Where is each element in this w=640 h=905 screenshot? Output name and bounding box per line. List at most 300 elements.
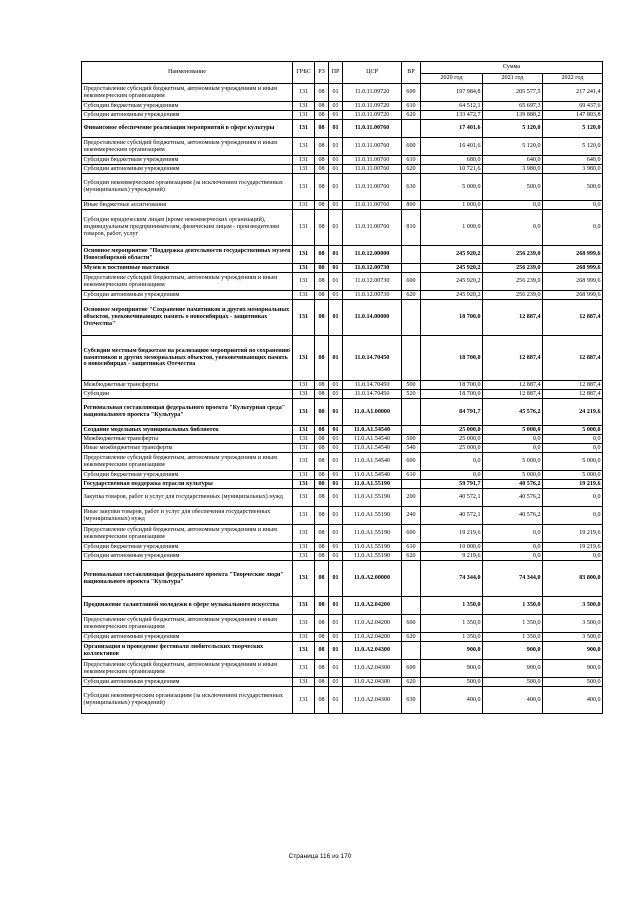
cell-csr: 11.0.A1.00000 — [343, 399, 402, 426]
cell-csr: 11.0.A2.04300 — [343, 642, 402, 660]
table-row — [82, 381, 603, 390]
cell-pr: 01 — [329, 264, 343, 273]
cell-vr: 600 — [402, 273, 421, 291]
page-number: Страница 116 из 170 — [288, 853, 352, 860]
header-grbs: ГРБС — [293, 62, 315, 84]
cell-name: Субсидии автономным учреждениям — [82, 111, 293, 120]
table-row — [82, 642, 603, 660]
cell-vr: 500 — [402, 435, 421, 444]
cell-sum-2021: 1 350,0 — [483, 633, 543, 642]
cell-sum-2022: 0,0 — [543, 444, 603, 453]
cell-name: Региональная составляющая федерального проекта "Творческие люди" национального проекта "Культура" — [82, 561, 293, 597]
cell-sum-2020: 10 721,6 — [421, 165, 483, 174]
cell-csr: 11.0.11.00760 — [343, 138, 402, 156]
cell-vr — [402, 399, 421, 426]
cell-pr: 01 — [329, 273, 343, 291]
cell-sum-2022: 268 999,6 — [543, 291, 603, 300]
cell-sum-2022: 0,0 — [543, 507, 603, 525]
cell-grbs: 131 — [293, 426, 315, 435]
cell-grbs: 131 — [293, 489, 315, 507]
cell-csr: 11.0.A1.54540 — [343, 471, 402, 480]
cell-name: Основное мероприятие "Поддержка деятельности государственных музеев Новосибирской области" — [82, 246, 293, 264]
cell-sum-2021: 5 000,0 — [483, 426, 543, 435]
cell-sum-2022: 12 887,4 — [543, 300, 603, 336]
cell-rz: 08 — [315, 561, 329, 597]
table-row — [82, 165, 603, 174]
table-row — [82, 390, 603, 399]
cell-sum-2020: 40 572,1 — [421, 489, 483, 507]
cell-sum-2021: 5 120,0 — [483, 138, 543, 156]
cell-grbs: 131 — [293, 156, 315, 165]
cell-grbs: 131 — [293, 597, 315, 615]
cell-sum-2022: 19 219,6 — [543, 543, 603, 552]
cell-vr: 610 — [402, 543, 421, 552]
cell-sum-2020: 18 700,0 — [421, 300, 483, 336]
cell-pr: 01 — [329, 471, 343, 480]
cell-vr: 500 — [402, 381, 421, 390]
cell-sum-2022: 5 120,0 — [543, 138, 603, 156]
cell-rz: 08 — [315, 642, 329, 660]
table-row — [82, 210, 603, 246]
cell-csr: 11.0.14.70450 — [343, 381, 402, 390]
cell-sum-2022: 0,0 — [543, 552, 603, 561]
cell-vr: 800 — [402, 201, 421, 210]
header-year-2021: 2021 год — [483, 74, 543, 84]
cell-csr: 11.0.A1.54540 — [343, 426, 402, 435]
cell-sum-2020: 59 791,7 — [421, 480, 483, 489]
table-row — [82, 201, 603, 210]
cell-grbs: 131 — [293, 120, 315, 138]
cell-grbs: 131 — [293, 687, 315, 714]
cell-rz: 08 — [315, 273, 329, 291]
cell-sum-2020: 1 350,0 — [421, 615, 483, 633]
cell-sum-2022: 268 999,6 — [543, 246, 603, 264]
cell-name: Региональная составляющая федерального проекта "Культурная среда" национального проекта "Культура" — [82, 399, 293, 426]
cell-vr — [402, 642, 421, 660]
cell-csr: 11.0.11.00760 — [343, 165, 402, 174]
cell-vr: 620 — [402, 633, 421, 642]
cell-sum-2020: 1 000,0 — [421, 210, 483, 246]
cell-pr: 01 — [329, 633, 343, 642]
cell-vr: 610 — [402, 471, 421, 480]
cell-name: Субсидии автономным учреждениям — [82, 678, 293, 687]
cell-grbs: 131 — [293, 471, 315, 480]
cell-pr: 01 — [329, 246, 343, 264]
cell-sum-2020: 245 920,2 — [421, 246, 483, 264]
cell-vr: 600 — [402, 84, 421, 102]
cell-vr: 620 — [402, 552, 421, 561]
cell-vr: 810 — [402, 210, 421, 246]
cell-csr: 11.0.A1.55190 — [343, 507, 402, 525]
cell-sum-2021: 0,0 — [483, 525, 543, 543]
cell-grbs: 131 — [293, 273, 315, 291]
cell-pr: 01 — [329, 660, 343, 678]
cell-rz: 08 — [315, 615, 329, 633]
cell-csr: 11.0.A1.54540 — [343, 435, 402, 444]
table-row — [82, 174, 603, 201]
cell-sum-2021: 900,0 — [483, 660, 543, 678]
cell-grbs: 131 — [293, 102, 315, 111]
cell-name: Субсидии бюджетным учреждениям — [82, 471, 293, 480]
cell-rz: 08 — [315, 399, 329, 426]
cell-rz: 08 — [315, 507, 329, 525]
cell-rz: 08 — [315, 426, 329, 435]
cell-rz: 08 — [315, 552, 329, 561]
table-row — [82, 489, 603, 507]
cell-grbs: 131 — [293, 480, 315, 489]
cell-csr: 11.0.11.00760 — [343, 120, 402, 138]
cell-sum-2022: 5 000,0 — [543, 453, 603, 471]
cell-pr: 01 — [329, 399, 343, 426]
cell-sum-2022: 69 437,6 — [543, 102, 603, 111]
table-row — [82, 471, 603, 480]
table-row — [82, 84, 603, 102]
cell-csr: 11.0.A1.55190 — [343, 480, 402, 489]
table-row — [82, 435, 603, 444]
cell-sum-2020: 0,0 — [421, 471, 483, 480]
cell-grbs: 131 — [293, 399, 315, 426]
table-row — [82, 633, 603, 642]
cell-sum-2021: 3 980,0 — [483, 165, 543, 174]
cell-csr: 11.0.11.00760 — [343, 156, 402, 165]
cell-sum-2022: 83 800,0 — [543, 561, 603, 597]
cell-name: Музеи и постоянные выставки — [82, 264, 293, 273]
cell-sum-2020: 500,0 — [421, 678, 483, 687]
cell-name: Субсидии бюджетным учреждениям — [82, 102, 293, 111]
cell-sum-2021: 256 239,0 — [483, 246, 543, 264]
cell-csr: 11.0.A1.54540 — [343, 453, 402, 471]
cell-sum-2021: 40 576,2 — [483, 480, 543, 489]
cell-csr: 11.0.A1.55190 — [343, 489, 402, 507]
cell-rz: 08 — [315, 678, 329, 687]
cell-sum-2020: 74 344,0 — [421, 561, 483, 597]
cell-sum-2021: 0,0 — [483, 435, 543, 444]
cell-vr: 610 — [402, 156, 421, 165]
cell-grbs: 131 — [293, 642, 315, 660]
cell-name: Государственная поддержка отрасли культуры — [82, 480, 293, 489]
cell-csr: 11.0.A1.55190 — [343, 552, 402, 561]
cell-vr — [402, 120, 421, 138]
cell-pr: 01 — [329, 102, 343, 111]
cell-sum-2020: 9 219,6 — [421, 552, 483, 561]
cell-name: Предоставление субсидий бюджетным, автономным учреждениям и иным некоммерческим организациям — [82, 273, 293, 291]
table-row — [82, 597, 603, 615]
cell-csr: 11.0.A2.00000 — [343, 561, 402, 597]
cell-rz: 08 — [315, 120, 329, 138]
cell-pr: 01 — [329, 642, 343, 660]
cell-vr: 240 — [402, 507, 421, 525]
cell-grbs: 131 — [293, 111, 315, 120]
cell-grbs: 131 — [293, 264, 315, 273]
cell-pr: 01 — [329, 426, 343, 435]
table-row — [82, 444, 603, 453]
cell-sum-2021: 0,0 — [483, 444, 543, 453]
cell-pr: 01 — [329, 390, 343, 399]
cell-pr: 01 — [329, 111, 343, 120]
cell-sum-2020: 25 000,0 — [421, 435, 483, 444]
cell-vr: 630 — [402, 687, 421, 714]
cell-sum-2021: 256 239,0 — [483, 273, 543, 291]
table-row — [82, 660, 603, 678]
table-row — [82, 138, 603, 156]
cell-sum-2020: 25 000,0 — [421, 444, 483, 453]
cell-sum-2021: 0,0 — [483, 552, 543, 561]
cell-sum-2022: 5 120,0 — [543, 120, 603, 138]
table-row — [82, 552, 603, 561]
cell-vr: 200 — [402, 489, 421, 507]
cell-vr: 620 — [402, 291, 421, 300]
table-row — [82, 102, 603, 111]
cell-csr: 11.0.12.00000 — [343, 246, 402, 264]
cell-pr: 01 — [329, 138, 343, 156]
cell-rz: 08 — [315, 660, 329, 678]
table-row — [82, 543, 603, 552]
cell-csr: 11.0.A2.04300 — [343, 678, 402, 687]
cell-vr — [402, 480, 421, 489]
cell-grbs: 131 — [293, 444, 315, 453]
cell-csr: 11.0.14.70450 — [343, 390, 402, 399]
cell-rz: 08 — [315, 174, 329, 201]
cell-pr: 01 — [329, 120, 343, 138]
cell-sum-2020: 25 000,0 — [421, 426, 483, 435]
cell-rz: 08 — [315, 111, 329, 120]
cell-sum-2020: 1 350,0 — [421, 633, 483, 642]
cell-grbs: 131 — [293, 165, 315, 174]
cell-sum-2020: 10 000,0 — [421, 543, 483, 552]
cell-sum-2021: 5 000,0 — [483, 471, 543, 480]
cell-grbs: 131 — [293, 138, 315, 156]
cell-grbs: 131 — [293, 336, 315, 381]
cell-pr: 01 — [329, 300, 343, 336]
cell-sum-2021: 0,0 — [483, 543, 543, 552]
cell-rz: 08 — [315, 444, 329, 453]
cell-name: Субсидии автономным учреждениям — [82, 633, 293, 642]
cell-name: Предоставление субсидий бюджетным, автономным учреждениям и иным некоммерческим организациям — [82, 84, 293, 102]
table-row — [82, 480, 603, 489]
cell-sum-2021: 640,0 — [483, 156, 543, 165]
cell-sum-2020: 64 512,1 — [421, 102, 483, 111]
cell-vr — [402, 246, 421, 264]
cell-name: Предоставление субсидий бюджетным, автономным учреждениям и иным некоммерческим организациям — [82, 525, 293, 543]
cell-sum-2020: 245 920,2 — [421, 264, 483, 273]
cell-csr: 11.0.11.09720 — [343, 102, 402, 111]
cell-vr: 610 — [402, 102, 421, 111]
cell-pr: 01 — [329, 291, 343, 300]
cell-pr: 01 — [329, 381, 343, 390]
cell-sum-2021: 256 239,0 — [483, 264, 543, 273]
cell-sum-2021: 0,0 — [483, 201, 543, 210]
cell-grbs: 131 — [293, 300, 315, 336]
cell-sum-2021: 0,0 — [483, 210, 543, 246]
cell-sum-2020: 1 350,0 — [421, 597, 483, 615]
cell-sum-2021: 45 576,2 — [483, 399, 543, 426]
cell-csr: 11.0.11.00760 — [343, 210, 402, 246]
table-row — [82, 399, 603, 426]
cell-rz: 08 — [315, 336, 329, 381]
cell-csr: 11.0.A2.04300 — [343, 660, 402, 678]
cell-sum-2022: 0,0 — [543, 201, 603, 210]
cell-sum-2022: 3 500,0 — [543, 597, 603, 615]
table-header — [82, 62, 603, 84]
cell-sum-2020: 133 472,7 — [421, 111, 483, 120]
cell-pr: 01 — [329, 210, 343, 246]
cell-name: Субсидии бюджетным учреждениям — [82, 156, 293, 165]
cell-name: Закупка товаров, работ и услуг для государственных (муниципальных) нужд — [82, 489, 293, 507]
cell-sum-2021: 256 239,0 — [483, 291, 543, 300]
cell-pr: 01 — [329, 165, 343, 174]
cell-vr: 630 — [402, 174, 421, 201]
cell-sum-2020: 680,0 — [421, 156, 483, 165]
table-row — [82, 507, 603, 525]
cell-sum-2020: 17 401,6 — [421, 120, 483, 138]
cell-sum-2021: 500,0 — [483, 678, 543, 687]
cell-rz: 08 — [315, 471, 329, 480]
cell-rz: 08 — [315, 102, 329, 111]
cell-csr: 11.0.11.00760 — [343, 201, 402, 210]
cell-sum-2022: 500,0 — [543, 678, 603, 687]
table-row — [82, 273, 603, 291]
cell-grbs: 131 — [293, 525, 315, 543]
cell-sum-2020: 19 219,6 — [421, 525, 483, 543]
cell-grbs: 131 — [293, 633, 315, 642]
cell-csr: 11.0.A2.04200 — [343, 633, 402, 642]
cell-sum-2021: 12 887,4 — [483, 300, 543, 336]
cell-vr: 600 — [402, 138, 421, 156]
cell-sum-2022: 19 219,6 — [543, 480, 603, 489]
cell-rz: 08 — [315, 453, 329, 471]
cell-sum-2022: 400,0 — [543, 687, 603, 714]
cell-csr: 11.0.11.09720 — [343, 84, 402, 102]
cell-name: Иные закупки товаров, работ и услуг для обеспечения государственных (муниципальных) нужд — [82, 507, 293, 525]
cell-sum-2021: 400,0 — [483, 687, 543, 714]
cell-rz: 08 — [315, 435, 329, 444]
cell-sum-2020: 245 920,2 — [421, 273, 483, 291]
cell-grbs: 131 — [293, 507, 315, 525]
cell-sum-2022: 268 999,6 — [543, 273, 603, 291]
cell-sum-2021: 5 120,0 — [483, 120, 543, 138]
budget-table — [81, 61, 603, 714]
cell-rz: 08 — [315, 165, 329, 174]
cell-sum-2021: 1 350,0 — [483, 615, 543, 633]
cell-sum-2022: 0,0 — [543, 210, 603, 246]
cell-name: Продвижение талантливой молодежи в сфере музыкального искусства — [82, 597, 293, 615]
cell-name: Субсидии местным бюджетам на реализацию мероприятий по сохранению памятников и других мемориальных объектов, увековечивающих память о новосибирцах - защитниках Отечества — [82, 336, 293, 381]
cell-rz: 08 — [315, 597, 329, 615]
cell-sum-2022: 640,0 — [543, 156, 603, 165]
cell-csr: 11.0.14.00000 — [343, 300, 402, 336]
cell-sum-2020: 900,0 — [421, 660, 483, 678]
cell-rz: 08 — [315, 291, 329, 300]
cell-sum-2022: 19 219,6 — [543, 525, 603, 543]
cell-vr: 600 — [402, 453, 421, 471]
cell-sum-2020: 400,0 — [421, 687, 483, 714]
table-row — [82, 111, 603, 120]
cell-vr: 620 — [402, 678, 421, 687]
cell-sum-2020: 5 000,0 — [421, 174, 483, 201]
cell-vr — [402, 336, 421, 381]
cell-vr — [402, 561, 421, 597]
cell-rz: 08 — [315, 543, 329, 552]
cell-sum-2021: 65 697,3 — [483, 102, 543, 111]
cell-sum-2021: 1 350,0 — [483, 597, 543, 615]
cell-sum-2022: 12 887,4 — [543, 381, 603, 390]
cell-sum-2022: 12 887,4 — [543, 390, 603, 399]
cell-vr: 540 — [402, 444, 421, 453]
cell-pr: 01 — [329, 597, 343, 615]
cell-rz: 08 — [315, 201, 329, 210]
cell-name: Предоставление субсидий бюджетным, автономным учреждениям и иным некоммерческим организациям — [82, 660, 293, 678]
cell-grbs: 131 — [293, 381, 315, 390]
cell-rz: 08 — [315, 300, 329, 336]
cell-name: Создание модельных муниципальных библиотек — [82, 426, 293, 435]
cell-grbs: 131 — [293, 291, 315, 300]
cell-sum-2022: 217 241,4 — [543, 84, 603, 102]
cell-pr: 01 — [329, 453, 343, 471]
cell-rz: 08 — [315, 246, 329, 264]
cell-sum-2020: 16 401,6 — [421, 138, 483, 156]
header-sum: Сумма — [421, 62, 603, 74]
cell-grbs: 131 — [293, 201, 315, 210]
table-row — [82, 615, 603, 633]
cell-vr: 600 — [402, 615, 421, 633]
cell-grbs: 131 — [293, 246, 315, 264]
cell-sum-2021: 74 344,0 — [483, 561, 543, 597]
cell-sum-2022: 3 980,0 — [543, 165, 603, 174]
cell-sum-2022: 900,0 — [543, 660, 603, 678]
cell-name: Предоставление субсидий бюджетным, автономным учреждениям и иным некоммерческим организациям — [82, 615, 293, 633]
cell-sum-2020: 1 000,0 — [421, 201, 483, 210]
cell-sum-2021: 500,0 — [483, 174, 543, 201]
cell-name: Финансовое обеспечение реализации мероприятий в сфере культуры — [82, 120, 293, 138]
cell-grbs: 131 — [293, 561, 315, 597]
cell-sum-2021: 12 887,4 — [483, 336, 543, 381]
cell-name: Субсидии автономным учреждениям — [82, 552, 293, 561]
cell-sum-2022: 147 803,8 — [543, 111, 603, 120]
cell-vr — [402, 264, 421, 273]
cell-grbs: 131 — [293, 84, 315, 102]
cell-vr: 600 — [402, 525, 421, 543]
cell-sum-2021: 139 880,2 — [483, 111, 543, 120]
cell-sum-2022: 0,0 — [543, 489, 603, 507]
cell-grbs: 131 — [293, 390, 315, 399]
cell-sum-2020: 18 700,0 — [421, 336, 483, 381]
cell-sum-2022: 0,0 — [543, 435, 603, 444]
cell-name: Субсидии некоммерческим организациям (за исключением государственных (муниципальных) учреждений) — [82, 687, 293, 714]
cell-vr — [402, 300, 421, 336]
table-row — [82, 687, 603, 714]
cell-vr: 600 — [402, 660, 421, 678]
cell-sum-2022: 3 500,0 — [543, 615, 603, 633]
header-name: Наименование — [82, 62, 293, 84]
cell-pr: 01 — [329, 480, 343, 489]
cell-name: Иные межбюджетные трансферты — [82, 444, 293, 453]
cell-pr: 01 — [329, 435, 343, 444]
cell-rz: 08 — [315, 480, 329, 489]
table-row — [82, 678, 603, 687]
cell-name: Субсидии автономным учреждениям — [82, 291, 293, 300]
header-pr: ПР — [329, 62, 343, 84]
cell-sum-2022: 24 219,6 — [543, 399, 603, 426]
table-row — [82, 336, 603, 381]
cell-name: Субсидии — [82, 390, 293, 399]
header-csr: ЦСР — [343, 62, 402, 84]
cell-sum-2021: 205 577,5 — [483, 84, 543, 102]
cell-csr: 11.0.11.00760 — [343, 174, 402, 201]
cell-vr: 520 — [402, 390, 421, 399]
cell-rz: 08 — [315, 381, 329, 390]
cell-csr: 11.0.A2.04200 — [343, 597, 402, 615]
cell-pr: 01 — [329, 336, 343, 381]
